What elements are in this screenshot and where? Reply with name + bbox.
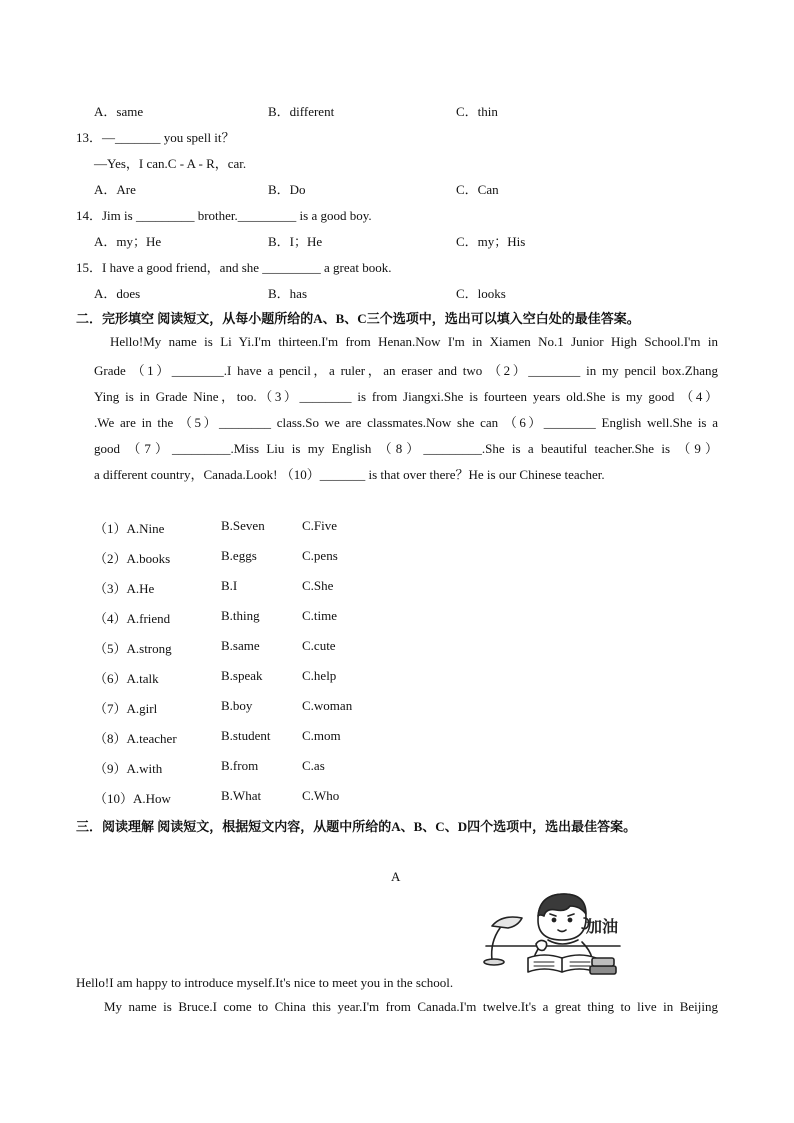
passage-line: Ying is in Grade Nine，too.（3）________ is from Jiangxi.She is fourteen years old.She is my good （4）	[94, 389, 718, 404]
section2-heading: 二．完形填空 阅读短文，从每小题所给的A、B、C三个选项中，选出可以填入空白处的最佳答案。	[76, 311, 640, 326]
choice-a: （7）A.girl	[94, 701, 158, 716]
q13-stem: 13．—_______ you spell it？	[76, 130, 235, 145]
q13-option-a: A．Are	[94, 182, 136, 197]
passage-line: a different country，Canada.Look! （10）_______ is that over there？He is our Chinese teacher.	[94, 467, 605, 482]
q13-option-b: B．Do	[268, 182, 306, 197]
passage-line: Hello!I am happy to introduce myself.It's nice to meet you in the school.	[76, 975, 454, 990]
choice-a: （6）A.talk	[94, 671, 159, 686]
q14-option-a: A．my；He	[94, 234, 162, 249]
q12-option-a: A．same	[94, 104, 144, 119]
q12-option-b: B．different	[268, 104, 335, 119]
choice-b: B.eggs	[221, 548, 257, 563]
q13-option-c: C．Can	[456, 182, 499, 197]
passage-line: good （7）_________.Miss Liu is my English （8）_________.She is a beautiful teacher.She is （9）	[94, 441, 718, 456]
choice-c: C.as	[302, 758, 325, 773]
section3-heading: 三．阅读理解 阅读短文，根据短文内容，从题中所给的A、B、C、D四个选项中，选出最佳答案。	[76, 819, 637, 834]
q12-option-c: C．thin	[456, 104, 498, 119]
choice-b: B.I	[221, 578, 238, 593]
choice-a: （9）A.with	[94, 761, 163, 776]
choice-a: （5）A.strong	[94, 641, 172, 656]
choice-c: C.help	[302, 668, 337, 683]
q15-option-b: B．has	[268, 286, 308, 301]
choice-c: C.time	[302, 608, 338, 623]
choice-b: B.boy	[221, 698, 253, 713]
choice-c: C.pens	[302, 548, 338, 563]
q15-option-a: A．does	[94, 286, 141, 301]
choice-a: （4）A.friend	[94, 611, 171, 626]
choice-b: B.student	[221, 728, 271, 743]
choice-c: C.Five	[302, 518, 338, 533]
passage-line: My name is Bruce.I come to China this year.I'm from Canada.I'm twelve.It's a great thing to live in Beijing	[104, 999, 718, 1014]
choice-c: C.woman	[302, 698, 353, 713]
passage-line: Grade （1）________.I have a pencil，a ruler，an eraser and two （2）________ in my pencil box.Zhang	[94, 363, 718, 378]
choice-b: B.Seven	[221, 518, 265, 533]
choice-a: （8）A.teacher	[94, 731, 177, 746]
choice-c: C.cute	[302, 638, 336, 653]
choice-a: （3）A.He	[94, 581, 155, 596]
choice-a: （1）A.Nine	[94, 521, 165, 536]
choice-b: B.What	[221, 788, 262, 803]
choice-a: （10）A.How	[94, 791, 171, 806]
choice-b: B.speak	[221, 668, 263, 683]
studying-boy-icon	[478, 888, 638, 988]
choice-c: C.Who	[302, 788, 340, 803]
choice-b: B.same	[221, 638, 260, 653]
passage-line: Hello!My name is Li Yi.I'm thirteen.I'm from Henan.Now I'm in Xiamen No.1 Junior High School.I'm in	[110, 334, 718, 349]
passage-line: .We are in the （5）________ class.So we are classmates.Now she can （6）________ English well.She is a	[94, 415, 718, 430]
studying-boy-illustration	[478, 888, 638, 988]
choice-b: B.thing	[221, 608, 260, 623]
choice-a: （2）A.books	[94, 551, 171, 566]
choice-b: B.from	[221, 758, 259, 773]
passage-label: A	[391, 869, 401, 884]
illustration-caption: 加油	[586, 917, 619, 936]
q15-option-c: C．looks	[456, 286, 506, 301]
choice-c: C.mom	[302, 728, 341, 743]
q14-option-c: C．my；His	[456, 234, 526, 249]
q13-reply: —Yes，I can.C - A - R，car.	[94, 156, 247, 171]
q14-option-b: B．I；He	[268, 234, 323, 249]
q14-stem: 14．Jim is _________ brother._________ is a good boy.	[76, 208, 372, 223]
choice-c: C.She	[302, 578, 334, 593]
q15-stem: 15．I have a good friend，and she _________ a great book.	[76, 260, 392, 275]
